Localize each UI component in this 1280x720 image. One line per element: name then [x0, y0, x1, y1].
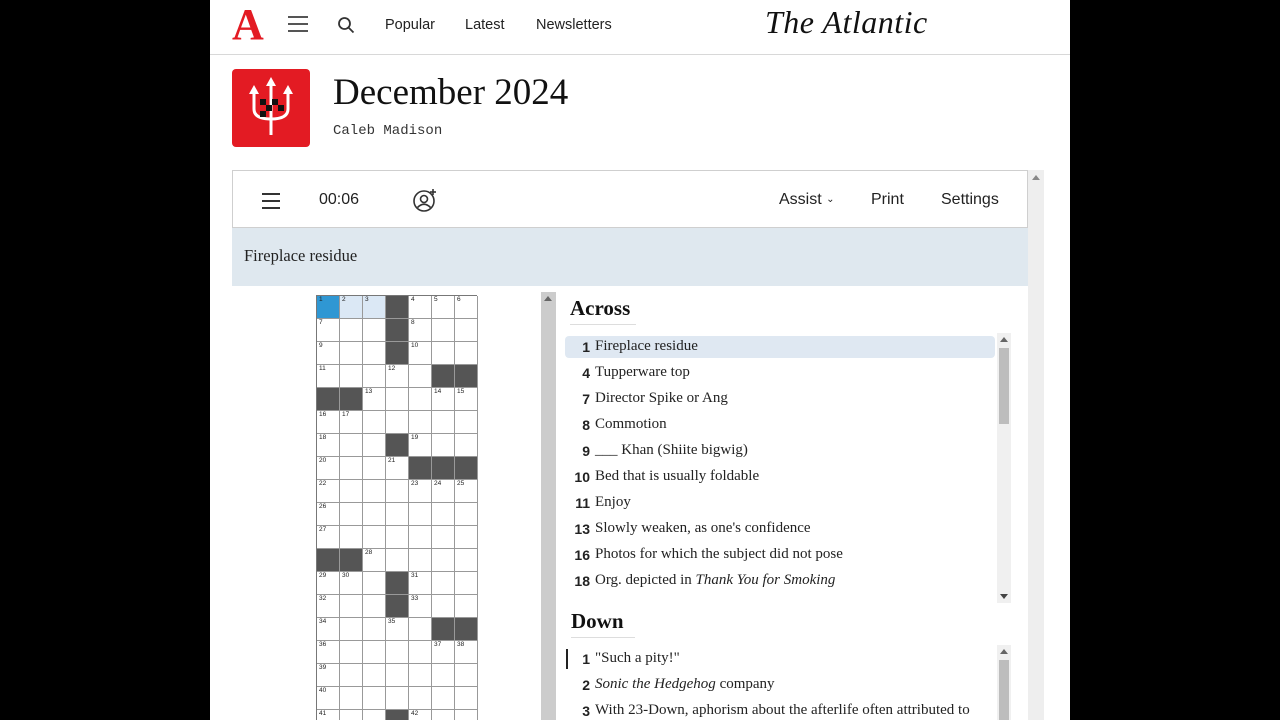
down-clue-list [565, 648, 995, 720]
grid-cell[interactable] [363, 342, 386, 365]
grid-cell[interactable] [363, 411, 386, 434]
cell-number: 18 [319, 434, 327, 441]
across-clue-16[interactable] [565, 544, 995, 566]
cell-number: 28 [365, 549, 373, 556]
grid-cell[interactable] [386, 480, 409, 503]
grid-cell[interactable] [340, 365, 363, 388]
grid-block [455, 457, 478, 480]
down-clue-1[interactable] [565, 648, 995, 670]
grid-cell[interactable] [386, 618, 409, 641]
down-scroll-thumb[interactable] [999, 660, 1009, 720]
cell-number: 7 [319, 319, 323, 326]
clue-number: 9 [582, 443, 590, 459]
grid-cell[interactable] [432, 503, 455, 526]
down-clue-2[interactable] [565, 674, 995, 696]
grid-cell[interactable] [386, 365, 409, 388]
grid-cell[interactable] [432, 296, 455, 319]
grid-cell[interactable] [432, 641, 455, 664]
grid-block [317, 549, 340, 572]
clue-number: 16 [574, 547, 590, 563]
clue-plain: Commotion [595, 416, 667, 432]
clue-plain: Tupperware top [595, 364, 690, 380]
grid-cell[interactable] [340, 710, 363, 720]
grid-cell[interactable] [432, 480, 455, 503]
across-clue-13[interactable] [565, 518, 995, 540]
grid-cell[interactable] [340, 664, 363, 687]
grid-block [386, 710, 409, 720]
grid-cell[interactable] [455, 641, 478, 664]
grid-cell[interactable] [340, 687, 363, 710]
grid-cell[interactable] [363, 687, 386, 710]
cell-number: 27 [319, 526, 327, 533]
clue-text [595, 494, 631, 511]
assist-dropdown[interactable] [779, 191, 835, 209]
grid-cell[interactable] [409, 388, 432, 411]
clue-number: 3 [582, 703, 590, 719]
grid-cell[interactable] [455, 595, 478, 618]
cell-number: 9 [319, 342, 323, 349]
grid-cell[interactable] [363, 595, 386, 618]
grid-block [317, 388, 340, 411]
cell-number: 23 [411, 480, 419, 487]
grid-block [386, 296, 409, 319]
grid-cell[interactable] [432, 526, 455, 549]
clue-plain: Photos for which the subject did not pose [595, 546, 843, 562]
grid-cell[interactable] [363, 641, 386, 664]
grid-cell[interactable] [340, 342, 363, 365]
clue-plain: Bed that is usually foldable [595, 468, 760, 484]
cell-number: 14 [434, 388, 442, 395]
timer[interactable]: 00:06 [319, 191, 360, 208]
grid-block [455, 365, 478, 388]
cell-number: 35 [388, 618, 396, 625]
grid-cell[interactable] [363, 618, 386, 641]
grid-block [409, 457, 432, 480]
down-clue-3[interactable] [565, 700, 995, 720]
grid-cell[interactable] [317, 480, 340, 503]
clue-number: 7 [582, 391, 590, 407]
clue-text [595, 442, 748, 459]
grid-cell[interactable] [409, 503, 432, 526]
clue-text [595, 546, 843, 563]
grid-cell[interactable] [386, 503, 409, 526]
print-button[interactable]: Print [871, 191, 904, 208]
grid-cell[interactable] [409, 664, 432, 687]
grid-cell[interactable] [340, 296, 363, 319]
cell-number: 38 [457, 641, 465, 648]
grid-cell[interactable] [363, 365, 386, 388]
grid-cell[interactable] [363, 503, 386, 526]
grid-cell[interactable] [386, 687, 409, 710]
clue-italic: Thank You for Smoking [695, 572, 836, 588]
grid-cell[interactable] [455, 388, 478, 411]
cell-number: 5 [434, 296, 438, 303]
grid-cell[interactable] [317, 457, 340, 480]
grid-cell[interactable] [455, 296, 478, 319]
clue-italic: Sonic the Hedgehog [595, 676, 716, 692]
brand-wordmark[interactable]: The Atlantic [765, 4, 928, 40]
grid-block [386, 434, 409, 457]
grid-cell[interactable] [386, 664, 409, 687]
across-clue-10[interactable] [565, 466, 995, 488]
grid-cell[interactable] [409, 480, 432, 503]
clue-plain: "Such a pity!" [595, 650, 680, 666]
grid-cell[interactable] [317, 710, 340, 720]
grid-cell[interactable] [432, 664, 455, 687]
across-clue-7[interactable] [565, 388, 995, 410]
scroll-down-arrow-icon[interactable] [1000, 594, 1008, 599]
grid-cell[interactable] [409, 572, 432, 595]
text-caret [566, 649, 568, 669]
grid-cell[interactable] [340, 572, 363, 595]
grid-cell[interactable] [363, 664, 386, 687]
hamburger-menu-icon[interactable] [288, 16, 308, 34]
grid-cell[interactable] [317, 434, 340, 457]
grid-cell[interactable] [386, 641, 409, 664]
grid-cell[interactable] [455, 526, 478, 549]
search-icon[interactable] [337, 16, 355, 34]
grid-cell[interactable] [409, 687, 432, 710]
grid-cell[interactable] [432, 687, 455, 710]
grid-block [386, 342, 409, 365]
site-header [210, 0, 1070, 55]
across-scrollbar[interactable] [997, 333, 1011, 603]
atlantic-logo[interactable]: A [232, 0, 264, 49]
scroll-up-arrow-icon[interactable] [1000, 337, 1008, 342]
cell-number: 2 [342, 296, 346, 303]
grid-cell[interactable] [409, 411, 432, 434]
grid-cell[interactable] [432, 319, 455, 342]
grid-block [432, 365, 455, 388]
grid-cell[interactable] [340, 595, 363, 618]
scroll-up-arrow-icon[interactable] [1000, 649, 1008, 654]
cell-number: 15 [457, 388, 465, 395]
puzzle-toolbar [232, 170, 1028, 228]
grid-cell[interactable] [455, 710, 478, 720]
grid-block [432, 457, 455, 480]
grid-cell[interactable] [386, 549, 409, 572]
grid-cell[interactable] [409, 710, 432, 720]
scroll-up-arrow-icon[interactable] [1032, 175, 1040, 180]
grid-cell[interactable] [317, 595, 340, 618]
clue-text [595, 416, 667, 433]
clue-plain: With 23-Down, aphorism about the afterlife often attributed to [595, 702, 970, 718]
puzzle-title: December 2024 [333, 72, 569, 113]
grid-cell[interactable] [432, 572, 455, 595]
grid-cell[interactable] [409, 618, 432, 641]
grid-cell[interactable] [340, 503, 363, 526]
grid-cell[interactable] [317, 411, 340, 434]
clue-plain: ___ Khan (Shiite bigwig) [595, 442, 748, 458]
grid-cell[interactable] [432, 710, 455, 720]
page-scrollbar[interactable] [1028, 170, 1044, 720]
clue-plain: Fireplace residue [595, 338, 698, 354]
grid-cell[interactable] [455, 572, 478, 595]
cell-number: 42 [411, 710, 419, 717]
grid-block [386, 595, 409, 618]
grid-cell[interactable] [363, 480, 386, 503]
grid-cell[interactable] [455, 434, 478, 457]
cell-number: 30 [342, 572, 350, 579]
grid-cell[interactable] [340, 526, 363, 549]
grid-cell[interactable] [317, 687, 340, 710]
grid-cell[interactable] [317, 503, 340, 526]
cell-number: 36 [319, 641, 327, 648]
grid-cell[interactable] [340, 319, 363, 342]
grid-cell[interactable] [340, 480, 363, 503]
grid-cell[interactable] [340, 618, 363, 641]
grid-cell[interactable] [409, 365, 432, 388]
puzzle-menu-icon[interactable] [262, 193, 280, 214]
cell-number: 12 [388, 365, 396, 372]
grid-cell[interactable] [455, 319, 478, 342]
clue-plain: company [715, 676, 775, 692]
clue-number: 10 [574, 469, 590, 485]
grid-cell[interactable] [409, 434, 432, 457]
settings-button[interactable]: Settings [941, 191, 999, 208]
crossword-grid[interactable] [316, 295, 477, 720]
down-heading: Down [571, 609, 635, 638]
grid-cell[interactable] [340, 434, 363, 457]
cell-number: 32 [319, 595, 327, 602]
grid-cell[interactable] [455, 503, 478, 526]
across-clue-1[interactable] [565, 336, 995, 358]
cell-number: 17 [342, 411, 350, 418]
cell-number: 11 [319, 365, 326, 372]
clue-text [595, 364, 690, 381]
grid-cell[interactable] [409, 641, 432, 664]
grid-cell[interactable] [409, 296, 432, 319]
cell-number: 13 [365, 388, 373, 395]
across-clue-4[interactable] [565, 362, 995, 384]
across-clue-9[interactable] [565, 440, 995, 462]
cell-number: 40 [319, 687, 327, 694]
grid-cell[interactable] [432, 388, 455, 411]
clue-text [595, 338, 698, 355]
grid-cell[interactable] [363, 526, 386, 549]
grid-cell[interactable] [317, 618, 340, 641]
grid-cell[interactable] [317, 572, 340, 595]
grid-cell[interactable] [455, 411, 478, 434]
trident-logo-icon [232, 69, 310, 147]
down-scrollbar[interactable] [997, 645, 1011, 720]
grid-cell[interactable] [455, 342, 478, 365]
grid-cell[interactable] [363, 710, 386, 720]
grid-cell[interactable] [340, 641, 363, 664]
add-user-icon[interactable] [413, 188, 437, 212]
cell-number: 6 [457, 296, 461, 303]
clue-number: 11 [575, 495, 590, 511]
chevron-down-icon: ⌄ [826, 194, 835, 205]
cell-number: 8 [411, 319, 415, 326]
grid-block [455, 618, 478, 641]
cell-number: 31 [411, 572, 419, 579]
puzzle-author: Caleb Madison [333, 123, 443, 139]
cell-number: 19 [411, 434, 419, 441]
grid-scrollbar[interactable] [541, 292, 556, 720]
grid-cell[interactable] [409, 549, 432, 572]
clue-text [595, 468, 759, 485]
clue-text [595, 572, 835, 589]
grid-cell[interactable] [363, 549, 386, 572]
grid-cell[interactable] [409, 526, 432, 549]
across-heading: Across [570, 296, 636, 325]
clue-number: 8 [582, 417, 590, 433]
assist-label: Assist [779, 191, 822, 208]
clue-text [595, 650, 680, 667]
grid-cell[interactable] [317, 296, 340, 319]
grid-cell[interactable] [317, 342, 340, 365]
grid-block [386, 572, 409, 595]
grid-cell[interactable] [432, 595, 455, 618]
grid-cell[interactable] [455, 549, 478, 572]
grid-cell[interactable] [363, 388, 386, 411]
cell-number: 10 [411, 342, 419, 349]
grid-block [340, 549, 363, 572]
grid-cell[interactable] [317, 365, 340, 388]
grid-block [386, 319, 409, 342]
grid-cell[interactable] [386, 457, 409, 480]
clue-text [595, 520, 811, 537]
clue-text [595, 390, 728, 407]
grid-block [432, 618, 455, 641]
current-clue-bar [232, 228, 1028, 286]
grid-cell[interactable] [363, 572, 386, 595]
grid-cell[interactable] [363, 434, 386, 457]
cell-number: 39 [319, 664, 327, 671]
cell-number: 26 [319, 503, 327, 510]
clue-number: 2 [582, 677, 590, 693]
grid-cell[interactable] [432, 411, 455, 434]
grid-cell[interactable] [432, 342, 455, 365]
cell-number: 4 [411, 296, 415, 303]
grid-cell[interactable] [317, 641, 340, 664]
cell-number: 37 [434, 641, 442, 648]
grid-cell[interactable] [363, 457, 386, 480]
clue-number: 1 [582, 339, 590, 355]
cell-number: 34 [319, 618, 327, 625]
cell-number: 21 [388, 457, 396, 464]
cell-number: 22 [319, 480, 327, 487]
grid-block [340, 388, 363, 411]
grid-cell[interactable] [363, 296, 386, 319]
nav-newsletters[interactable]: Newsletters [536, 17, 612, 33]
cell-number: 25 [457, 480, 465, 487]
clue-number: 4 [582, 365, 590, 381]
clue-plain: Slowly weaken, as one's confidence [595, 520, 811, 536]
grid-cell[interactable] [317, 319, 340, 342]
grid-cell[interactable] [386, 526, 409, 549]
clue-number: 18 [574, 573, 590, 589]
grid-cell[interactable] [363, 319, 386, 342]
grid-cell[interactable] [409, 319, 432, 342]
grid-cell[interactable] [340, 457, 363, 480]
nav-latest[interactable]: Latest [465, 17, 505, 33]
grid-cell[interactable] [432, 434, 455, 457]
clue-plain: Director Spike or Ang [595, 390, 728, 406]
cell-number: 20 [319, 457, 327, 464]
grid-cell[interactable] [386, 411, 409, 434]
cell-number: 24 [434, 480, 442, 487]
clue-number: 1 [582, 651, 590, 667]
grid-cell[interactable] [409, 595, 432, 618]
cell-number: 29 [319, 572, 327, 579]
cell-number: 3 [365, 296, 369, 303]
cell-number: 16 [319, 411, 327, 418]
across-clue-list [565, 336, 995, 604]
grid-cell[interactable] [432, 549, 455, 572]
clue-plain: Org. depicted in [595, 572, 696, 588]
cell-number: 1 [319, 296, 323, 303]
across-clue-18[interactable] [565, 570, 995, 592]
clue-text [595, 676, 775, 693]
grid-cell[interactable] [455, 664, 478, 687]
clue-text [595, 702, 970, 719]
grid-cell[interactable] [455, 687, 478, 710]
current-clue-text: Fireplace residue [244, 246, 358, 265]
clue-plain: Enjoy [595, 494, 631, 510]
grid-cell[interactable] [386, 388, 409, 411]
nav-popular[interactable]: Popular [385, 17, 435, 33]
scroll-up-arrow-icon[interactable] [544, 296, 552, 301]
cell-number: 41 [319, 710, 327, 717]
across-scroll-thumb[interactable] [999, 348, 1009, 424]
clue-number: 13 [574, 521, 590, 537]
across-clue-11[interactable] [565, 492, 995, 514]
grid-cell[interactable] [317, 526, 340, 549]
grid-cell[interactable] [317, 664, 340, 687]
grid-cell[interactable] [455, 480, 478, 503]
grid-cell[interactable] [409, 342, 432, 365]
across-clue-8[interactable] [565, 414, 995, 436]
grid-cell[interactable] [340, 411, 363, 434]
page [210, 0, 1070, 720]
cell-number: 33 [411, 595, 419, 602]
